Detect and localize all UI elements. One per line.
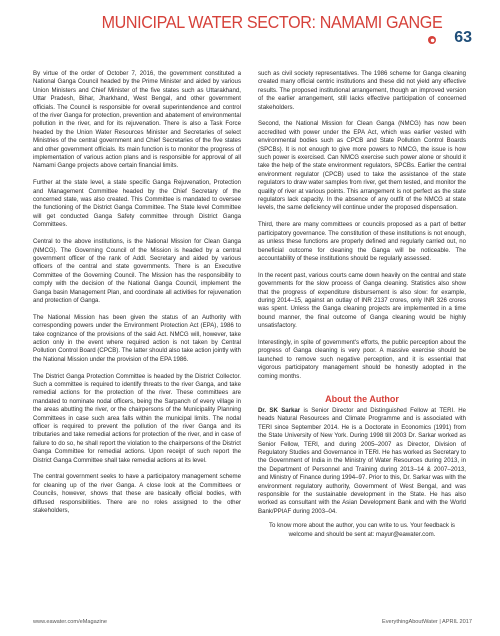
paragraph: By virtue of the order of October 7, 2016, the government constituted a National Ganga Council headed by the Prime Minister and aided by various Union Ministers and Chief Minister of the five states such as Uttarakhand, Uttar Pradesh, Bihar, Jharkhand, West Bengal, and other government officials. The Council is responsible for overall superintendence and control of the river Ganga for protection, prevention and abatement of environmental pollution in the river, and for its rejuvenation. There is also a Task Force headed by the Union Water Resources Minister and Secretaries of select Ministries of the central government and Chief Secretaries of the five states and other government officials. Its main function is to monitor the progress of implementation of various action plans and is responsible for approval of all Namami Gange projects above certain financial limits. bbox=[33, 70, 241, 170]
page-section-title: MUNICIPAL WATER SECTOR: NAMAMI GANGE bbox=[101, 12, 442, 32]
about-author-heading: About the Author bbox=[325, 393, 399, 404]
paragraph: Central to the above institutions, is the National Mission for Clean Ganga (NMCG). The Governing Council of the Mission is headed by a central government officer of the rank of Addl. Secretary and aided by various officers of the central and state governments. There is an Executive Committee of the Governing Council. The Mission has the responsibility to comply with the decision of the National Ganga Council, implement the Ganga basin Management Plan, and coordinate all activities for rejuvenation and protection of Ganga. bbox=[33, 238, 241, 304]
paragraph: Further at the state level, a state specific Ganga Rejuvenation, Protection and Management Committee headed by the Chief Secretary of the concerned state, was also created. This Committee is mandated to oversee the functioning of the District Ganga Committee. The State level Committee will get conducted Ganga Safety committee through District Ganga Committees. bbox=[33, 179, 241, 229]
paragraph: Interestingly, in spite of government's efforts, the public perception about the progress of Ganga cleaning is very poor. A massive exercise should be launched to remove such negative perception, and it is essential that vigorous participatory management should be honestly adopted in the coming months. bbox=[258, 338, 466, 380]
right-column bbox=[258, 70, 466, 545]
paragraph: The District Ganga Protection Committee is headed by the District Collector. Such a committee is required to identify threats to the river Ganga, and take remedial actions for the protection of the river. These committees are mandated to nominate nodal officers, being the Sarpanch of every village in the areas abutting the river, or the chairpersons of the Municipality Planning Committees in case such area falls within the municipal limits. The nodal officer is required to prevent the pollution of the river Ganga and its tributaries and take remedial actions for protection of the river, and in case of failure to do so, he shall report the violation to the chairpersons of the District Ganga Committee for remedial actions. Upon receipt of such report the District Ganga Committee shall take remedial actions at its level. bbox=[33, 372, 241, 464]
author-bio bbox=[258, 407, 466, 516]
footer-publication: EverythingAboutWater | APRIL 2017 bbox=[382, 619, 472, 625]
about-author-box bbox=[258, 394, 466, 539]
paragraph: The National Mission has been given the status of an Authority with corresponding powers under the Environment Protection Act (EPA), 1986 to take cognizance of the provisions of the said Act. NMCG will, however, take action only in the event where required action is not taken by Central Pollution Control Board (CPCB). The latter should also take action jointly with the National Mission under the provision of the EPA 1986. bbox=[33, 313, 241, 363]
left-column bbox=[33, 70, 241, 524]
paragraph: Second, the National Mission for Clean Ganga (NMCG) has now been accredited with power under the EPA Act, which was earlier vested with environmental bodies such as CPCB and State Pollution Control Boards (SPCBs). It is not enough to give more powers to NMCG, the issue is how such power is exercised. Can NMCG exercise such power alone or should it take the help of the state environment regulators, SPCBs. Earlier the central environment regulator (CPCB) used to take the assistance of the state regulators to draw water samples from river, get them tested, and monitor the quality of river at various points. This arrangement is not perfect as the state regulators lack capacity. In the absence of any outfit of the NMCG at state levels, the same deficiency will continue under the proposed dispensation. bbox=[258, 120, 466, 212]
author-bio-text: is Senior Director and Distinguished Fellow at TERI. He heads Natural Resources and Climate Programme and is associated with TERI since September 2014. He is a Doctorate in Economics (1991) from the State University of New York. During 1998 till 2003 Dr. Sarkar worked as Senior Fellow, TERI, and during 2005–2007 as Director, Division of Regulatory Studies and Governance in TERI. He has worked as Secretary to the Government of India in the Ministry of Water Resources during 2013, in the Department of Personnel and Training during 2013–14 & 2007–2013, and Ministry of Finance during 1994–97. Prior to this, Dr. Sarkar was with the environment regulatory authority, Government of West Bengal, and was responsible for the sustainable development in the State. He has also worked as consultant with the Asian Development Bank and with the World Bank/PPIAF during 2003–04. bbox=[258, 406, 466, 515]
paragraph: Third, there are many committees or councils proposed as a part of better participatory governance. The constitution of these institutions is not enough, as unless these functions are properly defined and regularly carried out, no beneficial outcome for cleaning the Ganga will be noticeable. The accountability of these institutions should be regularly assessed. bbox=[258, 221, 466, 262]
paragraph: such as civil society representatives. The 1986 scheme for Ganga cleaning created many official centric institutions and these did not yield any effective results. The proposed institutional arrangement, though an improved version of the earlier arrangement, still lacks effective participation of concerned stakeholders. bbox=[258, 70, 466, 111]
author-contact: To know more about the author, you can write to us. Your feedback is welcome and should be sent at: mayur@eawater.com. bbox=[269, 522, 455, 538]
author-name: Dr. SK Sarkar bbox=[258, 406, 301, 414]
water-drop-icon bbox=[427, 35, 437, 45]
paragraph: In the recent past, various courts came down heavily on the central and state governments for the slow process of Ganga cleaning. Statistics also show that the progress of expenditure disbursement is also slow: for example, during 2014–15, against an outlay of INR 2137 crores, only INR 326 crores was spent. Unless the Ganga cleaning projects are implemented in a time bound manner, the final outcome of Ganga cleaning would be highly unsatisfactory. bbox=[258, 271, 466, 330]
paragraph: The central government seeks to have a participatory management scheme for cleaning up of the river Ganga. A close look at the Committees or Councils, however, shows that these are basically official bodies, with diffused responsibilities. There are no roles assigned to the other stakeholders, bbox=[33, 473, 241, 515]
page-number: 63 bbox=[454, 29, 472, 46]
footer-website: www.eawater.com/eMagazine bbox=[33, 619, 107, 625]
